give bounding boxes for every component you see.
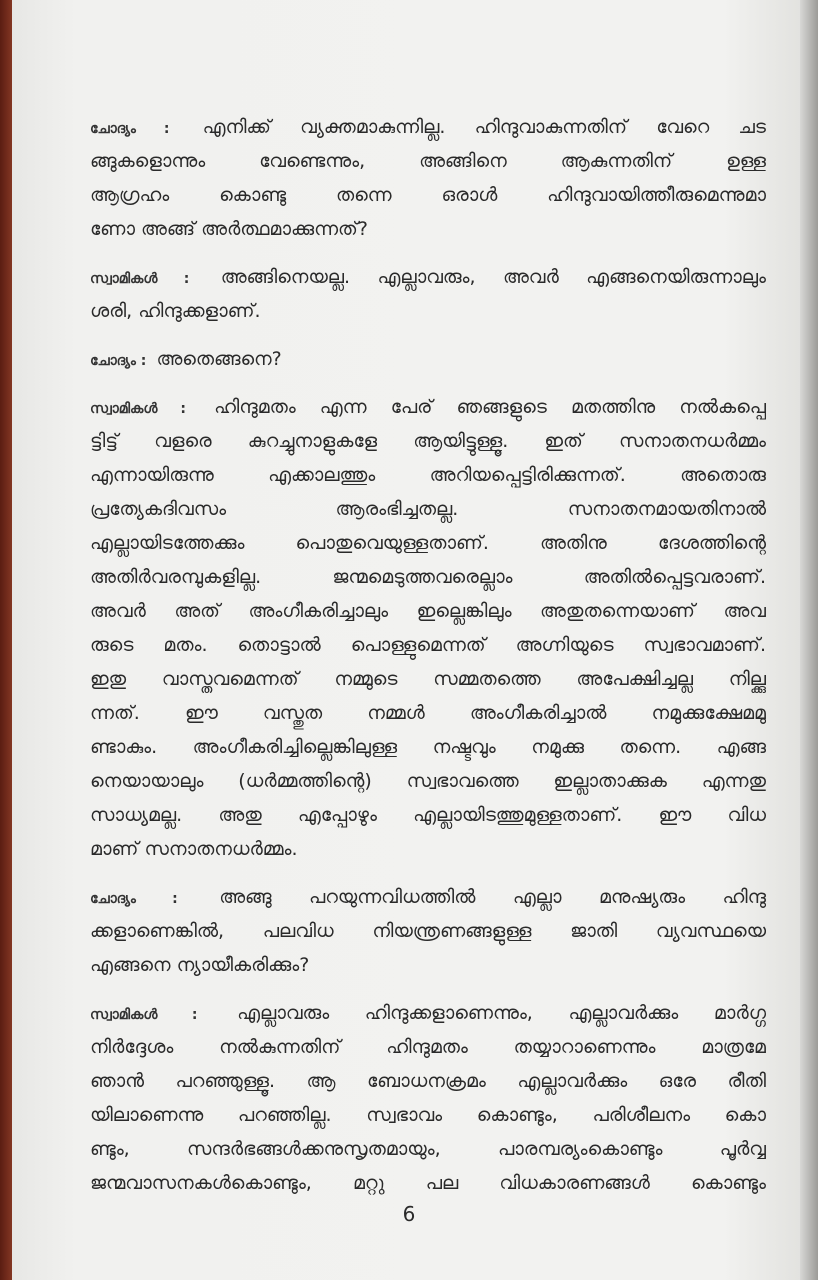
- book-page: [12, 0, 802, 1280]
- text-line: ണ്ടും, സന്ദർഭങ്ങൾക്കനുസൃതമായും, പാരമ്പര്യംകൊണ്ടും പൂർവ്വ: [90, 1138, 766, 1160]
- speaker-label-question: ചോദ്യം :: [90, 891, 178, 907]
- text-line: ആഗ്രഹം കൊണ്ടു തന്നെ ഒരാൾ ഹിന്ദുവായിത്തീരുമെന്നുമാ: [90, 184, 766, 206]
- text-line: ന്നത്. ഈ വസ്തുത നമ്മൾ അംഗീകരിച്ചാൽ നമുക്കുക്ഷേമമു: [90, 702, 766, 724]
- text-line: അതിർവരമ്പുകളില്ല. ജന്മമെടുത്തവരെല്ലാം അതിൽപ്പെട്ടവരാണ്.: [90, 566, 766, 588]
- page-text: [90, 110, 766, 1214]
- text-line: ഞാൻ പറഞ്ഞുള്ളൂ. ആ ബോധനക്രമം എല്ലാവർക്കും ഒരേ രീതി: [90, 1070, 766, 1092]
- text-line: എങ്ങനെ ന്യായീകരിക്കും?: [90, 954, 310, 976]
- qa-block-answer-1: [90, 260, 766, 328]
- qa-block-answer-2: [90, 390, 766, 866]
- text-line: അവർ അത് അംഗീകരിച്ചാലും ഇല്ലെങ്കിലും അതുതന്നെയാണ് അവ: [90, 600, 766, 622]
- text-line: സാധ്യമല്ല. അതു എപ്പോഴും എല്ലായിടത്തുമുള്ളതാണ്. ഈ വിധ: [90, 804, 766, 826]
- text-line: ക്കളാണെങ്കിൽ, പലവിധ നിയന്ത്രണങ്ങളുള്ള ജാതി വ്യവസ്ഥയെ: [90, 920, 766, 942]
- speaker-label-swami: സ്വാമികൾ :: [90, 271, 190, 287]
- text-line: ണ്ടാകും. അംഗീകരിച്ചില്ലെങ്കിലുള്ള നഷ്ടവും നമുക്കു തന്നെ. എങ്ങ: [90, 736, 766, 758]
- speaker-label-question: ചോദ്യം :: [90, 353, 147, 369]
- text-line: എല്ലായിടത്തേക്കും പൊതുവെയുള്ളതാണ്. അതിനു ദേശത്തിന്റെ: [90, 532, 766, 554]
- text-line: ങ്ങുകളൊന്നും വേണ്ടെന്നും, അങ്ങിനെ ആകുന്നതിന് ഉള്ള: [90, 150, 766, 172]
- qa-block-answer-3: [90, 996, 766, 1200]
- qa-block-question-1: [90, 110, 766, 246]
- text-line: അതെങ്ങനെ?: [156, 348, 282, 370]
- text-line: ഇതു വാസ്തവമെന്നത് നമ്മുടെ സമ്മതത്തെ അപേക്ഷിച്ചല്ല നില്ക്കു: [90, 668, 766, 690]
- text-line: ട്ടിട്ട് വളരെ കുറച്ചുനാളുകളേ ആയിട്ടുള്ളൂ. ഇത് സനാതനധർമ്മം: [90, 430, 766, 452]
- text-line: പ്രത്യേകദിവസം ആരംഭിച്ചതല്ല. സനാതനമായതിനാൽ: [90, 498, 766, 520]
- qa-block-question-3: [90, 880, 766, 982]
- text-line: അങ്ങിനെയല്ല. എല്ലാവരും, അവർ എങ്ങനെയിരുന്നാലും: [220, 266, 766, 288]
- text-line: എല്ലാവരും ഹിന്ദുക്കളാണെന്നും, എല്ലാവർക്കും മാർഗ്ഗ: [237, 1002, 766, 1024]
- text-line: രുടെ മതം. തൊട്ടാൽ പൊള്ളുമെന്നത് അഗ്നിയുടെ സ്വഭാവമാണ്.: [90, 634, 766, 656]
- speaker-label-swami: സ്വാമികൾ :: [90, 401, 186, 417]
- text-line: ശരി, ഹിന്ദുക്കളാണ്.: [90, 300, 261, 322]
- text-line: നെയായാലും (ധർമ്മത്തിന്റെ) സ്വഭാവത്തെ ഇല്ലാതാക്കുക എന്നതു: [90, 770, 766, 792]
- text-line: അങ്ങു പറയുന്നവിധത്തിൽ എല്ലാ മനുഷ്യരും ഹിന്ദു: [219, 886, 766, 908]
- qa-block-question-2: [90, 342, 766, 376]
- text-line: എന്നായിരുന്നു എക്കാലത്തും അറിയപ്പെട്ടിരിക്കുന്നത്. അതൊരു: [90, 464, 766, 486]
- text-line: ഹിന്ദുമതം എന്ന പേര് ഞങ്ങളുടെ മതത്തിനു നൽകപ്പെ: [214, 396, 766, 418]
- speaker-label-question: ചോദ്യം :: [90, 121, 170, 137]
- speaker-label-swami: സ്വാമികൾ :: [90, 1007, 198, 1023]
- text-line: നിർദ്ദേശം നൽകുന്നതിന് ഹിന്ദുമതം തയ്യാറാണെന്നും മാത്രമേ: [90, 1036, 766, 1058]
- text-line: എനിക്ക് വ്യക്തമാകുന്നില്ല. ഹിന്ദുവാകുന്നതിന് വേറെ ചട: [202, 116, 766, 138]
- text-line: യിലാണെന്നു പറഞ്ഞില്ല. സ്വഭാവം കൊണ്ടും, പരിശീലനം കൊ: [90, 1104, 766, 1126]
- text-line: മാണ് സനാതനധർമ്മം.: [90, 838, 298, 860]
- text-line: ണോ അങ്ങ് അർത്ഥമാക്കുന്നത്?: [90, 218, 368, 240]
- page-stack-edge: [800, 0, 818, 1280]
- page-number: 6: [402, 1202, 416, 1226]
- text-line: ജന്മവാസനകൾകൊണ്ടും, മറ്റു പല വിധകാരണങ്ങൾ കൊണ്ടും: [90, 1172, 766, 1194]
